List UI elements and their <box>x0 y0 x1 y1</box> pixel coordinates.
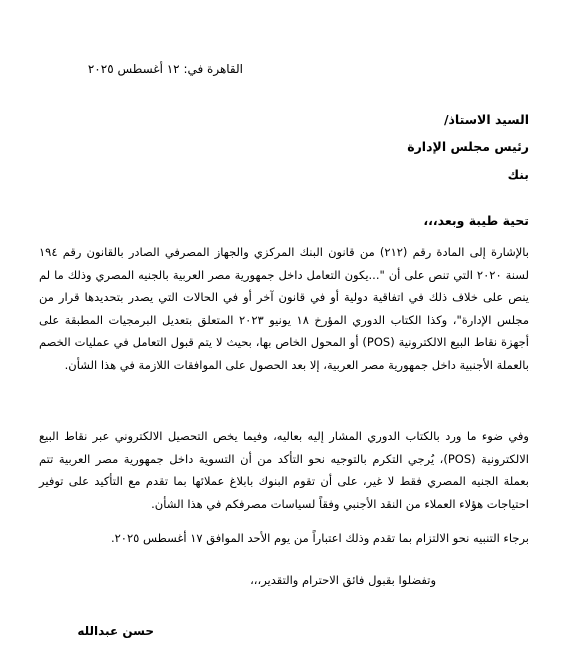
recipient-title: رئيس مجلس الإدارة <box>407 139 529 154</box>
recipient-organization: بنك <box>507 167 529 182</box>
body-paragraph: برجاء التنبيه نحو الالتزام بما تقدم وذلك اعتباراً من يوم الأحد الموافق ١٧ أغسطس ٢٠٢٥. <box>110 531 529 545</box>
body-paragraph: بالإشارة إلى المادة رقم (٢١٢) من قانون البنك المركزي والجهاز المصرفي الصادر بالقانون رقم ١٩٤ لسنة ٢٠٢٠ التي تنص على أن "...يكون التعامل داخل جمهورية مصر العربية بالجنيه المصري وذلك ما لم ينص على خلاف ذلك في اتفاقية دولية أو في قانون آخر أو في الحالات التي يصدر بتحديدها قرار من مجلس الإدارة"، وكذا الكتاب الدوري المؤرخ ١٨ يونيو ٢٠٢٣ المتعلق بتعديل البرمجيات المطبقة على أجهزة نقاط البيع الالكترونية (POS) أو المحول الخاص بها، بحيث لا يتم قبول التعامل في عمليات الخصم بالعملة الأجنبية داخل جمهورية مصر العربية، إلا بعد الحصول على الموافقات اللازمة في هذا الشأن. <box>39 245 530 372</box>
letter-greeting: تحية طيبة وبعد،،، <box>423 213 529 228</box>
letter-date: القاهرة في: ١٢ أغسطس ٢٠٢٥ <box>87 62 243 76</box>
signature-name: حسن عبدالله <box>77 624 154 638</box>
body-paragraph: وفي ضوء ما ورد بالكتاب الدوري المشار إليه بعاليه، وفيما يخص التحصيل الالكتروني عبر نقاط البيع الالكترونية (POS)، يُرجي التكرم بالتوجيه نحو التأكد من أن التسوية داخل جمهورية مصر العربية تتم بعملة الجنيه المصري فقط لا غير، على أن تقوم البنوك بابلاغ عملائها بما تقدم مع التأكيد على توفير احتياجات هؤلاء العملاء من النقد الأجنبي وفقاً لسياسات مصرفكم في هذا الشأن. <box>39 429 529 511</box>
letter-closing: وتفضلوا بقبول فائق الاحترام والتقدير،،، <box>250 573 436 587</box>
recipient-salutation: السيد الاستاذ/ <box>443 112 529 127</box>
